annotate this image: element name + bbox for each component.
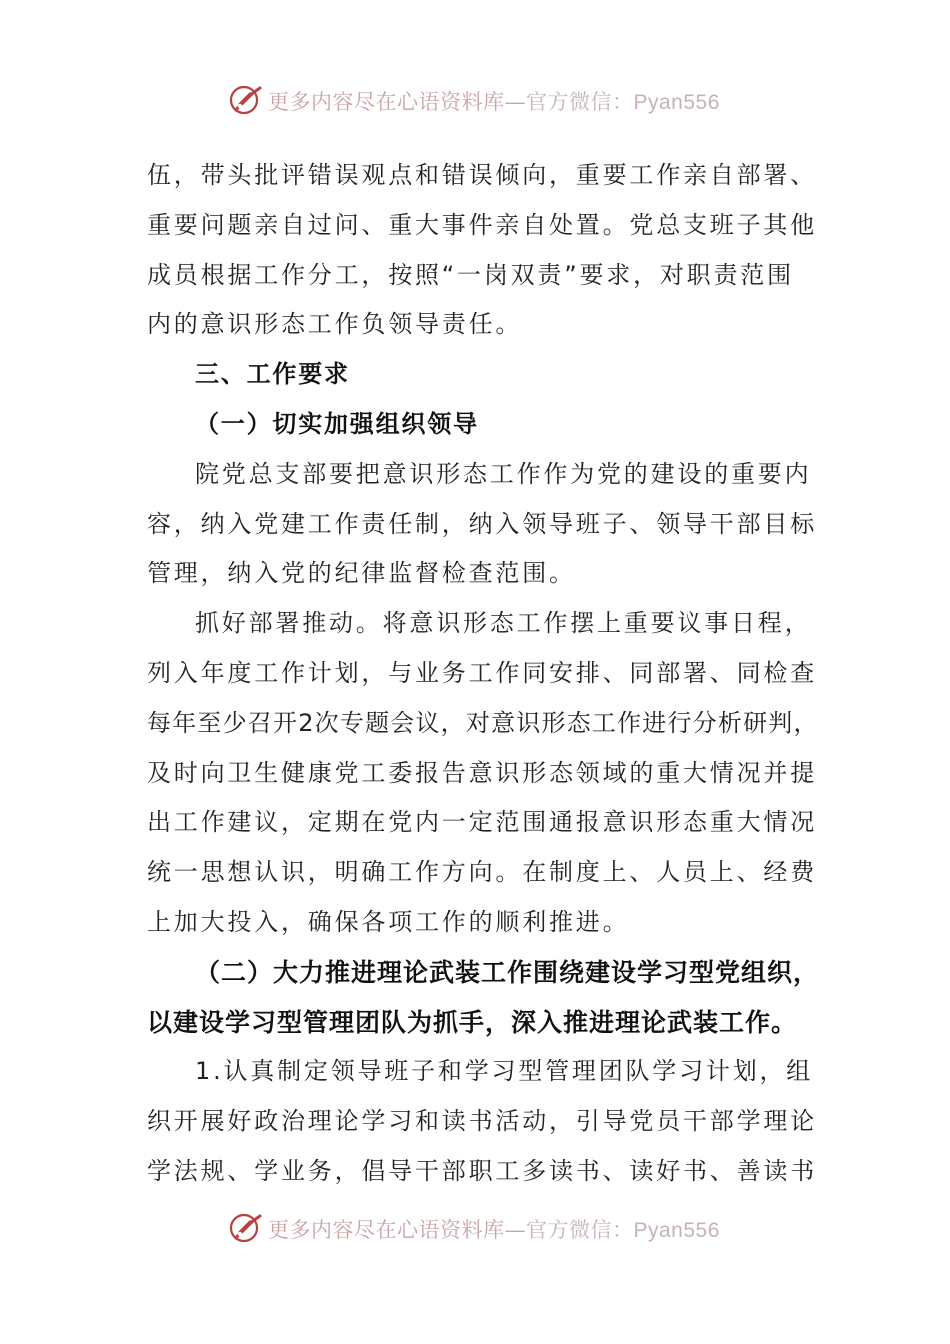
banner-text [268, 86, 720, 116]
footer-banner [0, 1208, 950, 1248]
body-line: 成员根据工作分工，按照“一岗双责”要求，对职责范围 [147, 260, 794, 289]
body-line: 院党总支部要把意识形态工作作为党的建设的重要内 [195, 459, 812, 488]
pen-logo-icon [228, 1210, 264, 1246]
subsection-heading-cont: 以建设学习型管理团队为抓手，深入推进理论武装工作。 [147, 1007, 798, 1037]
banner-wechat-id: Pyan556 [633, 1219, 720, 1242]
body-line: 织开展好政治理论学习和读书活动，引导党员干部学理论 [147, 1107, 817, 1136]
body-line: 伍，带头批评错误观点和错误倾向，重要工作亲自部署、 [147, 161, 817, 189]
document-body [147, 151, 820, 1197]
body-line: 学法规、学业务，倡导干部职工多读书、读好书、善读书 [147, 1156, 817, 1185]
body-line: 1.认真制定领导班子和学习型管理团队学习计划，组 [195, 1057, 814, 1086]
body-line: 统一思想认识，明确工作方向。在制度上、人员上、经费 [147, 858, 817, 887]
body-line: 管理，纳入党的纪律监督检查范围。 [147, 559, 576, 588]
body-line: 出工作建议，定期在党内一定范围通报意识形态重大情况 [147, 808, 817, 837]
body-line: 列入年度工作计划，与业务工作同安排、同部署、同检查 [147, 658, 817, 687]
pen-logo-icon [228, 82, 264, 118]
body-line: 每年至少召开2次专题会议，对意识形态工作进行分析研判， [147, 708, 819, 737]
section-heading: 三、工作要求 [195, 360, 350, 389]
body-line: 容，纳入党建工作责任制，纳入领导班子、领导干部目标 [147, 509, 817, 538]
banner-wechat-id: Pyan556 [633, 91, 720, 114]
body-line: 内的意识形态工作负领导责任。 [147, 310, 523, 339]
body-line: 及时向卫生健康党工委报告意识形态领域的重大情况并提 [147, 758, 817, 787]
banner-text [268, 1214, 720, 1244]
body-line: 抓好部署推动。将意识形态工作摆上重要议事日程， [195, 609, 812, 638]
body-line: 上加大投入，确保各项工作的顺利推进。 [147, 907, 630, 936]
subsection-heading: （二）大力推进理论武装工作围绕建设学习型党组织， [195, 957, 820, 987]
banner-slogan: 更多内容尽在心语资料库— [268, 1218, 526, 1242]
banner-wechat-label: 官方微信： [526, 1218, 634, 1242]
subsection-heading: （一）切实加强组织领导 [195, 409, 479, 438]
body-line: 重要问题亲自过问、重大事件亲自处置。党总支班子其他 [147, 210, 817, 239]
banner-wechat-label: 官方微信： [526, 90, 634, 114]
header-banner [0, 80, 950, 120]
banner-slogan: 更多内容尽在心语资料库— [268, 90, 526, 114]
